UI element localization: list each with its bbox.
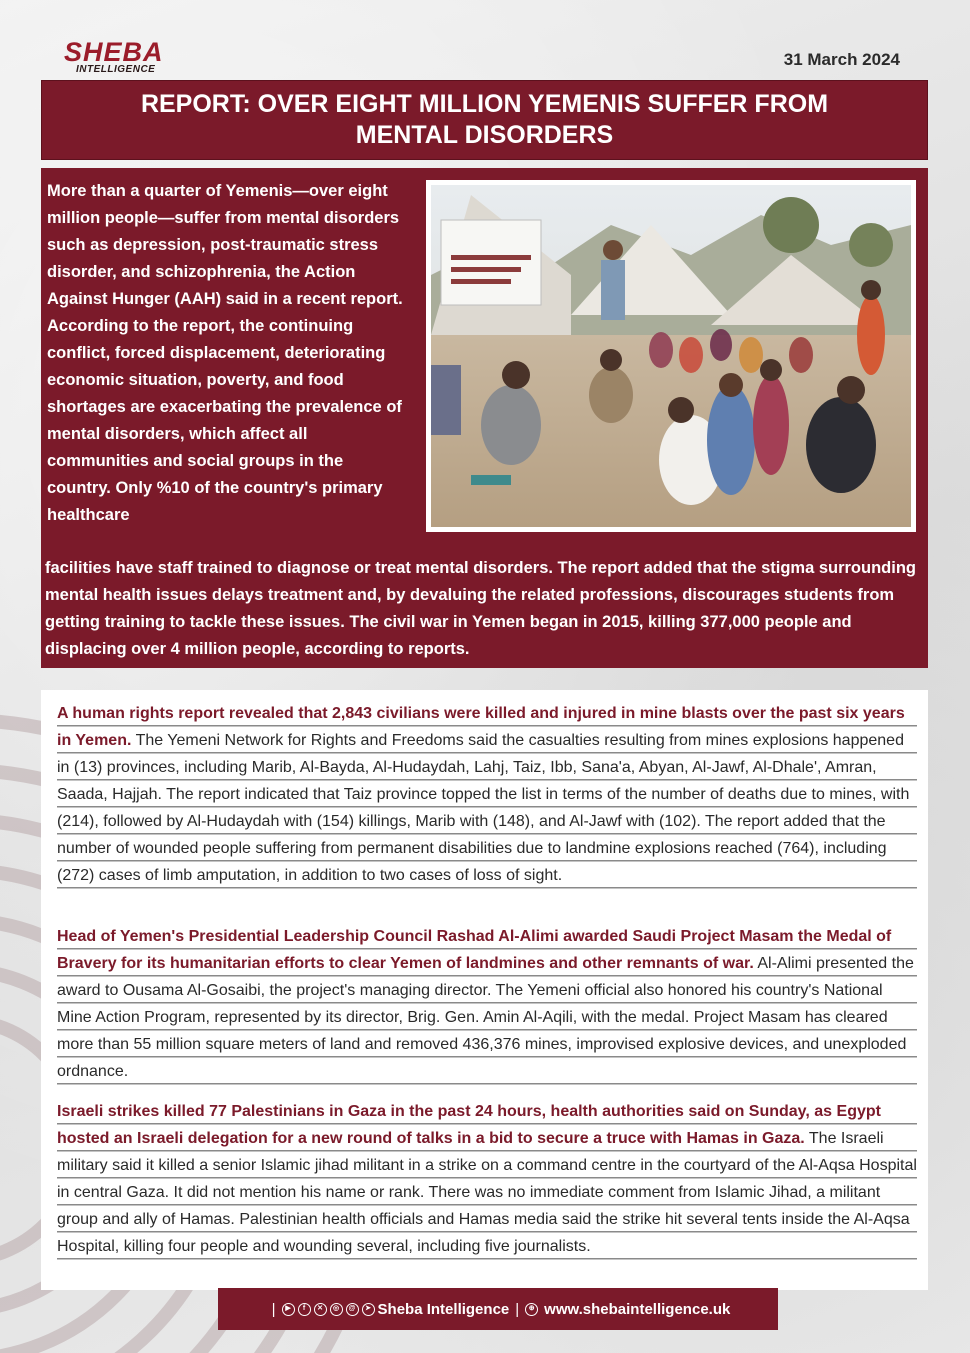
x-icon[interactable]: ✕: [314, 1303, 327, 1316]
logo-wordmark: SHEBA: [64, 37, 164, 67]
footer-bar: | ▶ f ✕ ◎ @ ➤ Sheba Intelligence | ⊕ www.shebaintelligence.uk: [218, 1288, 778, 1330]
news-panel: [41, 690, 928, 1290]
lead-text-bottom: facilities have staff trained to diagnose or treat mental disorders. The report added that the stigma surrounding mental health issues delays treatment and, by devaluing the related professions, discourages students from getting training to tackle these issues. The civil war in Yemen began in 2015, killing 377,000 people and displacing over 4 million people, according to reports.: [45, 559, 916, 658]
news-paragraph: [57, 700, 917, 889]
news-headline: Head of Yemen's Presidential Leadership Council Rashad Al-Alimi awarded Saudi Project Masam the Medal of Bravery for its humanitarian efforts to clear Yemen of landmines and other remnants of war.: [57, 928, 892, 972]
issue-date: 31 March 2024: [783, 50, 900, 69]
camp-gathering-photo-illustration: [431, 185, 911, 527]
globe-icon: ⊕: [525, 1303, 538, 1316]
sheba-logo: [64, 38, 184, 78]
news-item: [57, 1098, 917, 1260]
news-headline: A human rights report revealed that 2,843 civilians were killed and injured in mine blasts over the past six years in Yemen.: [57, 705, 905, 749]
youtube-icon[interactable]: ▶: [282, 1303, 295, 1316]
title-banner: [41, 80, 928, 160]
lead-photo: [426, 180, 916, 532]
page-title: REPORT: OVER EIGHT MILLION YEMENIS SUFFER FROM MENTAL DISORDERS: [140, 90, 829, 149]
page-header: [0, 0, 970, 80]
news-item: [57, 923, 917, 1085]
lead-text-top: More than a quarter of Yemenis—over eight million people—suffer from mental disorders such as depression, post-traumatic stress disorder, and schizophrenia, the Action Against Hunger (AAH) said in a recent report. According to the report, the continuing conflict, forced displacement, deteriorating economic situation, poverty, and food shortages are exacerbating the prevalence of mental disorders, which affect all communities and social groups in the country. Only %10 of the country's primary healthcare: [47, 182, 403, 524]
news-body: Al-Alimi presented the award to Ousama Al-Gosaibi, the project's managing director. The Yemeni official also honored his country's National Mine Action Program, represented by its director, Brig. Gen. Amin Al-Aqili, with the medal. Project Masam has cleared more than 55 million square meters of land and removed 436,376 mines, improvised explosive devices, and unexploded ordnance.: [57, 955, 914, 1080]
news-paragraph: [57, 1098, 917, 1260]
instagram-icon[interactable]: ◎: [330, 1303, 343, 1316]
threads-icon[interactable]: @: [346, 1303, 359, 1316]
lead-article: [41, 168, 928, 668]
footer-website-link[interactable]: www.shebaintelligence.uk: [544, 1300, 731, 1318]
logo-subtitle: INTELLIGENCE: [76, 64, 156, 75]
facebook-icon[interactable]: f: [298, 1303, 311, 1316]
news-headline: Israeli strikes killed 77 Palestinians in Gaza in the past 24 hours, health authorities said on Sunday, as Egypt hosted an Israeli delegation for a new round of talks in a bid to secure a truce with Hamas in Gaza.: [57, 1103, 881, 1147]
news-body: The Israeli military said it killed a senior Islamic jihad militant in a strike on a command centre in the courtyard of the Al-Aqsa Hospital in central Gaza. It did not mention his name or rank. There was no immediate comment from Islamic Jihad, a militant group and ally of Hamas. Palestinian health officials and Hamas media said the strike hit several tents inside the Al-Aqsa Hospital, killing four people and wounding several, including five journalists.: [57, 1130, 917, 1255]
telegram-icon[interactable]: ➤: [362, 1303, 375, 1316]
footer-brand[interactable]: Sheba Intelligence: [377, 1300, 510, 1318]
news-paragraph: [57, 923, 917, 1085]
news-body: The Yemeni Network for Rights and Freedoms said the casualties resulting from mines explosions happened in (13) provinces, including Marib, Al-Bayda, Al-Hudaydah, Lahj, Taiz, Ibb, Sana'a, Abyan, Al-Jawf, Al-Dhale', Amran, Saada, Hajjah. The report indicated that Taiz province topped the list in terms of the number of deaths due to mines, with (214), followed by Al-Hudaydah with (154) killings, Marib with (148), and Al-Jawf with (102). The report added that the number of wounded people suffering from permanent disabilities due to landmine explosions reached (764), including (272) cases of limb amputation, in addition to two cases of loss of sight.: [57, 732, 910, 884]
news-item: [57, 700, 917, 889]
